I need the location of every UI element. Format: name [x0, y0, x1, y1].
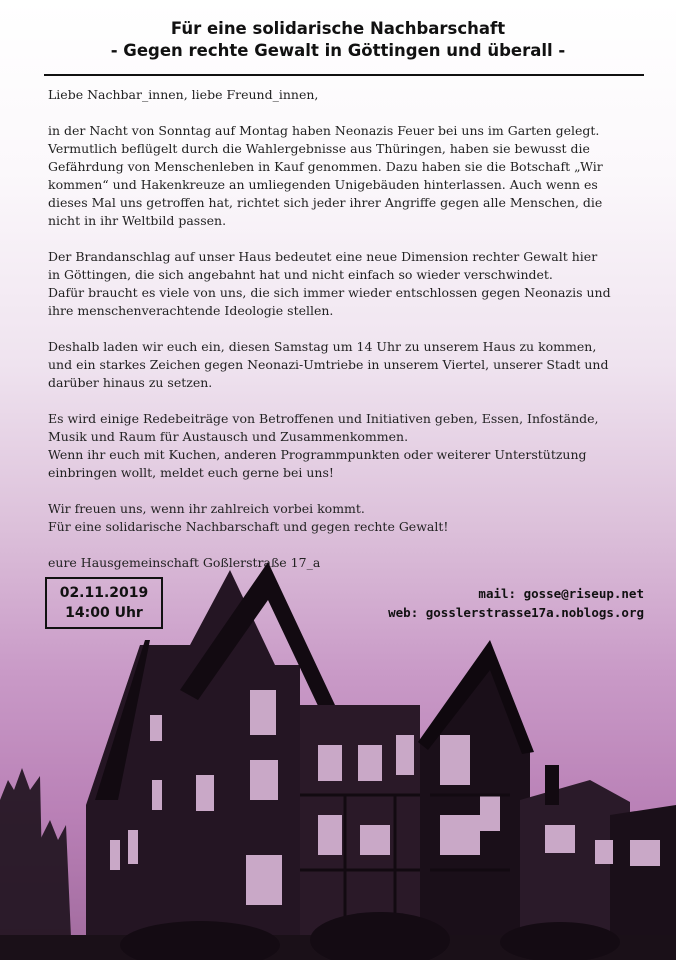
event-date: 02.11.2019 — [59, 585, 149, 601]
event-time: 14:00 Uhr — [65, 605, 143, 621]
title-line-1: Für eine solidarische Nachbarschaft — [170, 19, 506, 38]
page-title — [0, 18, 676, 62]
title-line-2: - Gegen rechte Gewalt in Göttingen und überall - — [110, 41, 566, 60]
contact-web[interactable]: web: gosslerstrasse17a.noblogs.org — [388, 605, 644, 620]
greeting: Liebe Nachbar_innen, liebe Freund_innen, — [48, 87, 319, 102]
contact-mail[interactable]: mail: gosse@riseup.net — [478, 586, 644, 601]
paragraph-2: Der Brandanschlag auf unser Haus bedeutet eine neue Dimension rechter Gewalt hier in Göttingen, die sich angebahnt hat und nicht einfach so wieder verschwindet. Dafür braucht es viele von uns, die sich immer wieder entschlossen gegen Neonazis und ihre menschenverachtende Ideologie stellen. — [48, 249, 611, 318]
paragraph-1: in der Nacht von Sonntag auf Montag haben Neonazis Feuer bei uns im Garten gelegt. Vermutlich beflügelt durch die Wahlergebnisse aus Thüringen, haben sie bewusst die Gefährdung von Menschenleben in Kauf genommen. Dazu haben sie die Botschaft „Wir kommen“ und Hakenkreuze an umliegenden Unigebäuden hinterlassen. Auch wenn es dieses Mal uns getroffen hat, richtet sich jeder ihrer Angriffe gegen alle Menschen, die nicht in ihr Weltbild passen. — [48, 123, 603, 228]
house-silhouette-illustration — [0, 540, 676, 960]
paragraph-4: Es wird einige Redebeiträge von Betroffenen und Initiativen geben, Essen, Infostände, Musik und Raum für Austausch und Zusammenkommen. Wenn ihr euch mit Kuchen, anderen Programmpunkten oder weiterer Unterstützung einbringen wollt, meldet euch gerne bei uns! — [48, 411, 599, 480]
letter-body — [48, 86, 648, 590]
paragraph-3: Deshalb laden wir euch ein, diesen Samstag um 14 Uhr zu unserem Haus zu kommen, und ein starkes Zeichen gegen Neonazi-Umtriebe in unserem Viertel, unserer Stadt und darüber hinaus zu setzen. — [48, 339, 609, 390]
title-divider — [44, 74, 644, 76]
signature: eure Hausgemeinschaft Goßlerstraße 17_a — [48, 555, 321, 570]
paragraph-5: Wir freuen uns, wenn ihr zahlreich vorbei kommt. Für eine solidarische Nachbarschaft und gegen rechte Gewalt! — [48, 501, 449, 534]
